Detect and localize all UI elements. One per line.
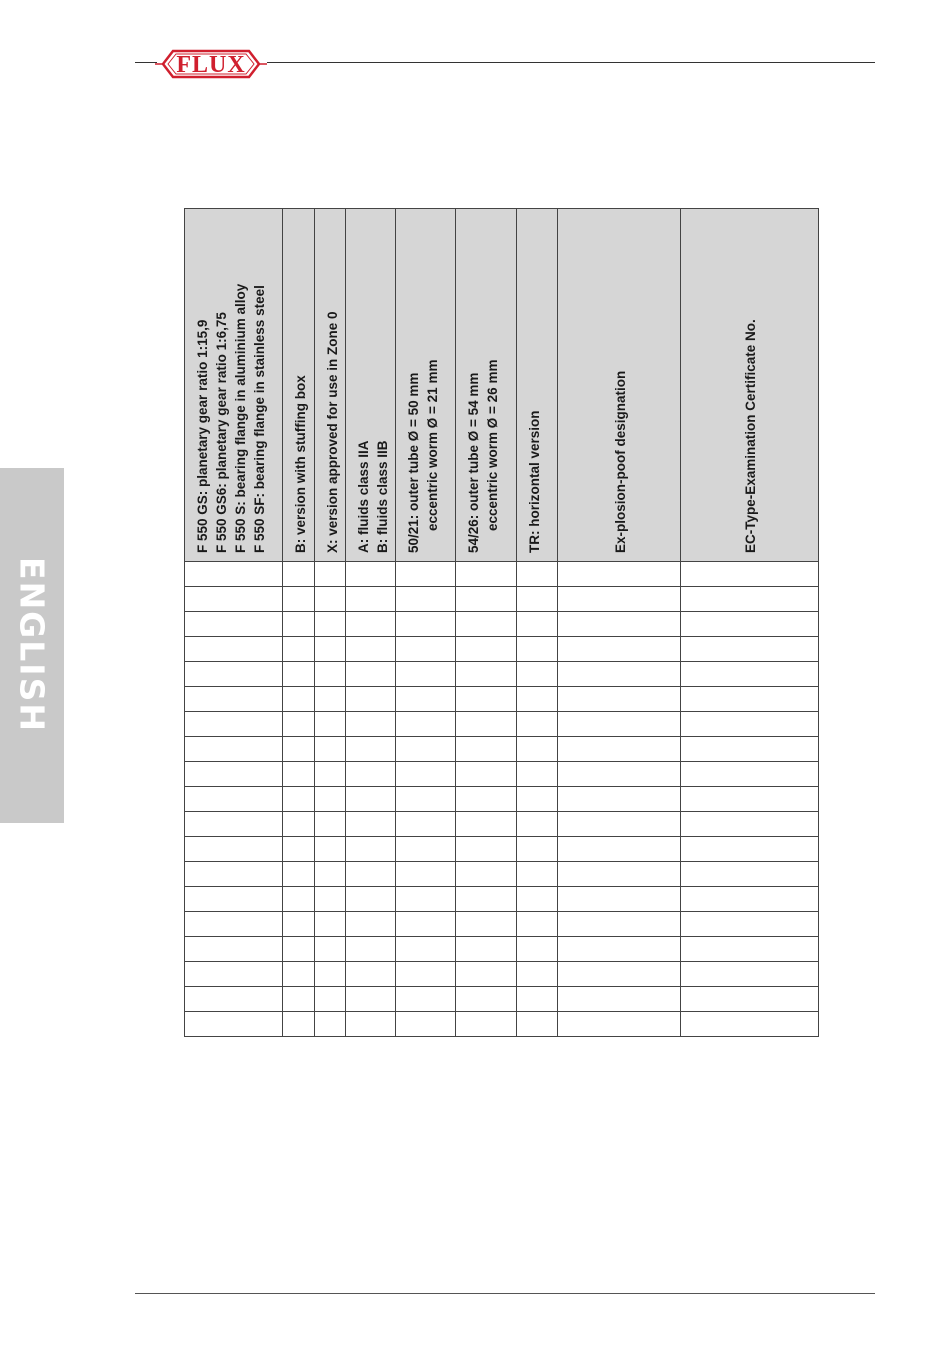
- table-cell: [396, 562, 456, 587]
- table-cell: [558, 787, 681, 812]
- table-cell: [456, 962, 517, 987]
- table-cell: [517, 787, 558, 812]
- table-cell: [558, 637, 681, 662]
- table-cell: [185, 912, 283, 937]
- table-cell: [283, 612, 315, 637]
- table-row: [185, 687, 819, 712]
- table-cell: [396, 637, 456, 662]
- table-cell: [346, 612, 396, 637]
- table-cell: [185, 887, 283, 912]
- table-cell: [517, 837, 558, 862]
- table-cell: [283, 712, 315, 737]
- column-header: [185, 209, 283, 562]
- table-cell: [456, 1012, 517, 1037]
- table-cell: [315, 787, 346, 812]
- table-cell: [396, 762, 456, 787]
- table-cell: [283, 762, 315, 787]
- column-header: [517, 209, 558, 562]
- table-row: [185, 937, 819, 962]
- column-header-text: [291, 213, 310, 553]
- table-cell: [185, 787, 283, 812]
- table-cell: [517, 1012, 558, 1037]
- column-header: [346, 209, 396, 562]
- table-cell: [517, 587, 558, 612]
- table-cell: [517, 987, 558, 1012]
- table-cell: [396, 862, 456, 887]
- table-cell: [396, 837, 456, 862]
- table-cell: [346, 912, 396, 937]
- table-cell: [517, 712, 558, 737]
- column-header-text: [611, 213, 630, 553]
- footer-rule: [135, 1293, 875, 1294]
- table-row: [185, 1012, 819, 1037]
- table-cell: [185, 837, 283, 862]
- table-cell: [283, 912, 315, 937]
- table-cell: [456, 812, 517, 837]
- table-row: [185, 812, 819, 837]
- table-cell: [456, 787, 517, 812]
- column-header-line: EC-Type-Examination Certificate No.: [743, 319, 758, 553]
- table-cell: [456, 887, 517, 912]
- table-cell: [396, 937, 456, 962]
- table-cell: [346, 887, 396, 912]
- table-cell: [315, 737, 346, 762]
- table-cell: [283, 562, 315, 587]
- table-row: [185, 712, 819, 737]
- table-cell: [456, 937, 517, 962]
- table-cell: [681, 987, 819, 1012]
- table-cell: [185, 862, 283, 887]
- column-header-line: Ex-plosion-poof designation: [613, 370, 628, 553]
- language-tab: [0, 468, 64, 823]
- table-cell: [315, 887, 346, 912]
- column-header-line: eccentric worm Ø = 26 mm: [485, 359, 500, 531]
- table-cell: [396, 987, 456, 1012]
- table-cell: [456, 762, 517, 787]
- table-cell: [283, 887, 315, 912]
- column-header: [315, 209, 346, 562]
- table-cell: [396, 712, 456, 737]
- table-cell: [283, 787, 315, 812]
- table-cell: [346, 837, 396, 862]
- table-cell: [517, 737, 558, 762]
- table-cell: [558, 612, 681, 637]
- table-cell: [346, 587, 396, 612]
- table-cell: [396, 1012, 456, 1037]
- column-header-text: [741, 213, 760, 553]
- table-cell: [346, 762, 396, 787]
- table-cell: [315, 987, 346, 1012]
- table-cell: [396, 737, 456, 762]
- table-cell: [283, 812, 315, 837]
- table-cell: [558, 987, 681, 1012]
- table-cell: [681, 1012, 819, 1037]
- table-cell: [558, 662, 681, 687]
- table-cell: [517, 912, 558, 937]
- table-cell: [558, 687, 681, 712]
- table-cell: [315, 962, 346, 987]
- table-cell: [283, 862, 315, 887]
- table-cell: [456, 612, 517, 637]
- table-cell: [396, 887, 456, 912]
- table-cell: [681, 812, 819, 837]
- table-cell: [681, 662, 819, 687]
- table-cell: [558, 587, 681, 612]
- table-cell: [185, 562, 283, 587]
- table-cell: [681, 762, 819, 787]
- table-cell: [185, 937, 283, 962]
- table-cell: [456, 637, 517, 662]
- table-cell: [558, 737, 681, 762]
- table-cell: [558, 837, 681, 862]
- table-cell: [315, 812, 346, 837]
- table-cell: [456, 587, 517, 612]
- table-row: [185, 787, 819, 812]
- table-cell: [558, 712, 681, 737]
- header-rule-left: [135, 62, 157, 63]
- table-cell: [396, 787, 456, 812]
- table-cell: [346, 937, 396, 962]
- header-rule: [267, 62, 875, 63]
- table-cell: [315, 637, 346, 662]
- column-header-line: B: fluids class IIB: [375, 440, 390, 553]
- table-cell: [396, 812, 456, 837]
- table-cell: [456, 737, 517, 762]
- column-header-line: B: version with stuffing box: [293, 375, 308, 553]
- table-row: [185, 762, 819, 787]
- column-header-text: [354, 213, 392, 553]
- table-cell: [346, 987, 396, 1012]
- column-header-line: TR: horizontal version: [527, 410, 542, 553]
- table-cell: [517, 687, 558, 712]
- column-header-line: F 550 S: bearing flange in aluminium alloy: [233, 283, 248, 553]
- table-cell: [456, 987, 517, 1012]
- column-header: [681, 209, 819, 562]
- table-cell: [315, 837, 346, 862]
- table-cell: [346, 737, 396, 762]
- table-row: [185, 837, 819, 862]
- table-cell: [681, 912, 819, 937]
- table-cell: [681, 862, 819, 887]
- table-cell: [283, 637, 315, 662]
- table-cell: [315, 687, 346, 712]
- table-cell: [517, 612, 558, 637]
- table-cell: [315, 662, 346, 687]
- table-cell: [681, 837, 819, 862]
- table-cell: [456, 687, 517, 712]
- table-cell: [681, 637, 819, 662]
- table-cell: [283, 737, 315, 762]
- table-cell: [283, 837, 315, 862]
- table-cell: [346, 712, 396, 737]
- table-cell: [315, 562, 346, 587]
- table-cell: [315, 712, 346, 737]
- column-header: [283, 209, 315, 562]
- table-cell: [185, 637, 283, 662]
- table-cell: [396, 912, 456, 937]
- table-cell: [517, 762, 558, 787]
- column-header-line: F 550 SF: bearing flange in stainless steel: [252, 285, 267, 553]
- table-cell: [681, 587, 819, 612]
- table-cell: [456, 837, 517, 862]
- column-header: [558, 209, 681, 562]
- table-cell: [558, 812, 681, 837]
- table-cell: [283, 937, 315, 962]
- column-header-text: [193, 213, 269, 553]
- table-row: [185, 887, 819, 912]
- column-header-line: F 550 GS6: planetary gear ratio 1:6,75: [214, 312, 229, 553]
- model-designation-table: [184, 208, 818, 1034]
- table-cell: [558, 762, 681, 787]
- table-row: [185, 912, 819, 937]
- table-cell: [396, 587, 456, 612]
- table-cell: [681, 612, 819, 637]
- table-cell: [185, 812, 283, 837]
- table-cell: [315, 587, 346, 612]
- table-cell: [283, 1012, 315, 1037]
- table-cell: [315, 612, 346, 637]
- table-cell: [185, 762, 283, 787]
- table-cell: [346, 1012, 396, 1037]
- table-cell: [517, 637, 558, 662]
- table-cell: [315, 862, 346, 887]
- column-header-line: eccentric worm Ø = 21 mm: [425, 359, 440, 531]
- table-cell: [185, 687, 283, 712]
- table-cell: [185, 962, 283, 987]
- table-cell: [315, 1012, 346, 1037]
- flux-logo: [155, 45, 267, 83]
- table-cell: [517, 937, 558, 962]
- column-header-line: A: fluids class IIA: [356, 440, 371, 553]
- table-cell: [517, 862, 558, 887]
- table-row: [185, 587, 819, 612]
- table-row: [185, 662, 819, 687]
- table-cell: [185, 987, 283, 1012]
- table-cell: [681, 562, 819, 587]
- table-cell: [558, 962, 681, 987]
- table-row: [185, 987, 819, 1012]
- table-cell: [396, 962, 456, 987]
- table-cell: [346, 812, 396, 837]
- table-cell: [185, 662, 283, 687]
- table-cell: [456, 712, 517, 737]
- table-header-row: [185, 209, 819, 562]
- table-cell: [283, 587, 315, 612]
- table-cell: [558, 862, 681, 887]
- table-cell: [396, 612, 456, 637]
- column-header-text: [464, 213, 502, 553]
- table-cell: [283, 987, 315, 1012]
- column-header-line: 54/26: outer tube Ø = 54 mm: [466, 372, 481, 553]
- table-cell: [558, 912, 681, 937]
- table-cell: [517, 812, 558, 837]
- table-cell: [681, 787, 819, 812]
- table-cell: [346, 862, 396, 887]
- table-cell: [681, 962, 819, 987]
- table-cell: [315, 912, 346, 937]
- table-cell: [185, 712, 283, 737]
- column-header-line: 50/21: outer tube Ø = 50 mm: [406, 372, 421, 553]
- table-cell: [681, 937, 819, 962]
- table-cell: [185, 737, 283, 762]
- column-header-line: F 550 GS: planetary gear ratio 1:15,9: [195, 319, 210, 553]
- table-cell: [456, 662, 517, 687]
- table-cell: [681, 887, 819, 912]
- table-cell: [681, 712, 819, 737]
- table-cell: [396, 662, 456, 687]
- table-cell: [283, 962, 315, 987]
- table-row: [185, 962, 819, 987]
- table-cell: [283, 687, 315, 712]
- table-row: [185, 612, 819, 637]
- column-header: [396, 209, 456, 562]
- table-cell: [346, 787, 396, 812]
- table-cell: [346, 962, 396, 987]
- table-cell: [456, 862, 517, 887]
- table-cell: [185, 1012, 283, 1037]
- column-header-text: [323, 213, 342, 553]
- table-row: [185, 737, 819, 762]
- table-cell: [558, 937, 681, 962]
- table-cell: [517, 962, 558, 987]
- column-header-text: [404, 213, 442, 553]
- column-header-text: [525, 213, 544, 553]
- table-cell: [283, 662, 315, 687]
- column-header: [456, 209, 517, 562]
- column-header-line: X: version approved for use in Zone 0: [325, 311, 340, 553]
- table-cell: [346, 637, 396, 662]
- table-cell: [185, 587, 283, 612]
- logo-text: FLUX: [176, 52, 246, 78]
- table-cell: [346, 662, 396, 687]
- table-cell: [346, 687, 396, 712]
- table-cell: [558, 1012, 681, 1037]
- table-cell: [517, 662, 558, 687]
- table-row: [185, 562, 819, 587]
- table-cell: [456, 562, 517, 587]
- table-row: [185, 862, 819, 887]
- table-cell: [456, 912, 517, 937]
- table-cell: [558, 562, 681, 587]
- table-cell: [346, 562, 396, 587]
- table-row: [185, 637, 819, 662]
- table-cell: [558, 887, 681, 912]
- table-cell: [517, 562, 558, 587]
- table-cell: [185, 612, 283, 637]
- table-cell: [396, 687, 456, 712]
- table-body: [185, 562, 819, 1037]
- table-cell: [517, 887, 558, 912]
- table-cell: [315, 937, 346, 962]
- language-tab-label: ENGLISH: [12, 557, 52, 733]
- table-cell: [681, 737, 819, 762]
- table-cell: [681, 687, 819, 712]
- table-cell: [315, 762, 346, 787]
